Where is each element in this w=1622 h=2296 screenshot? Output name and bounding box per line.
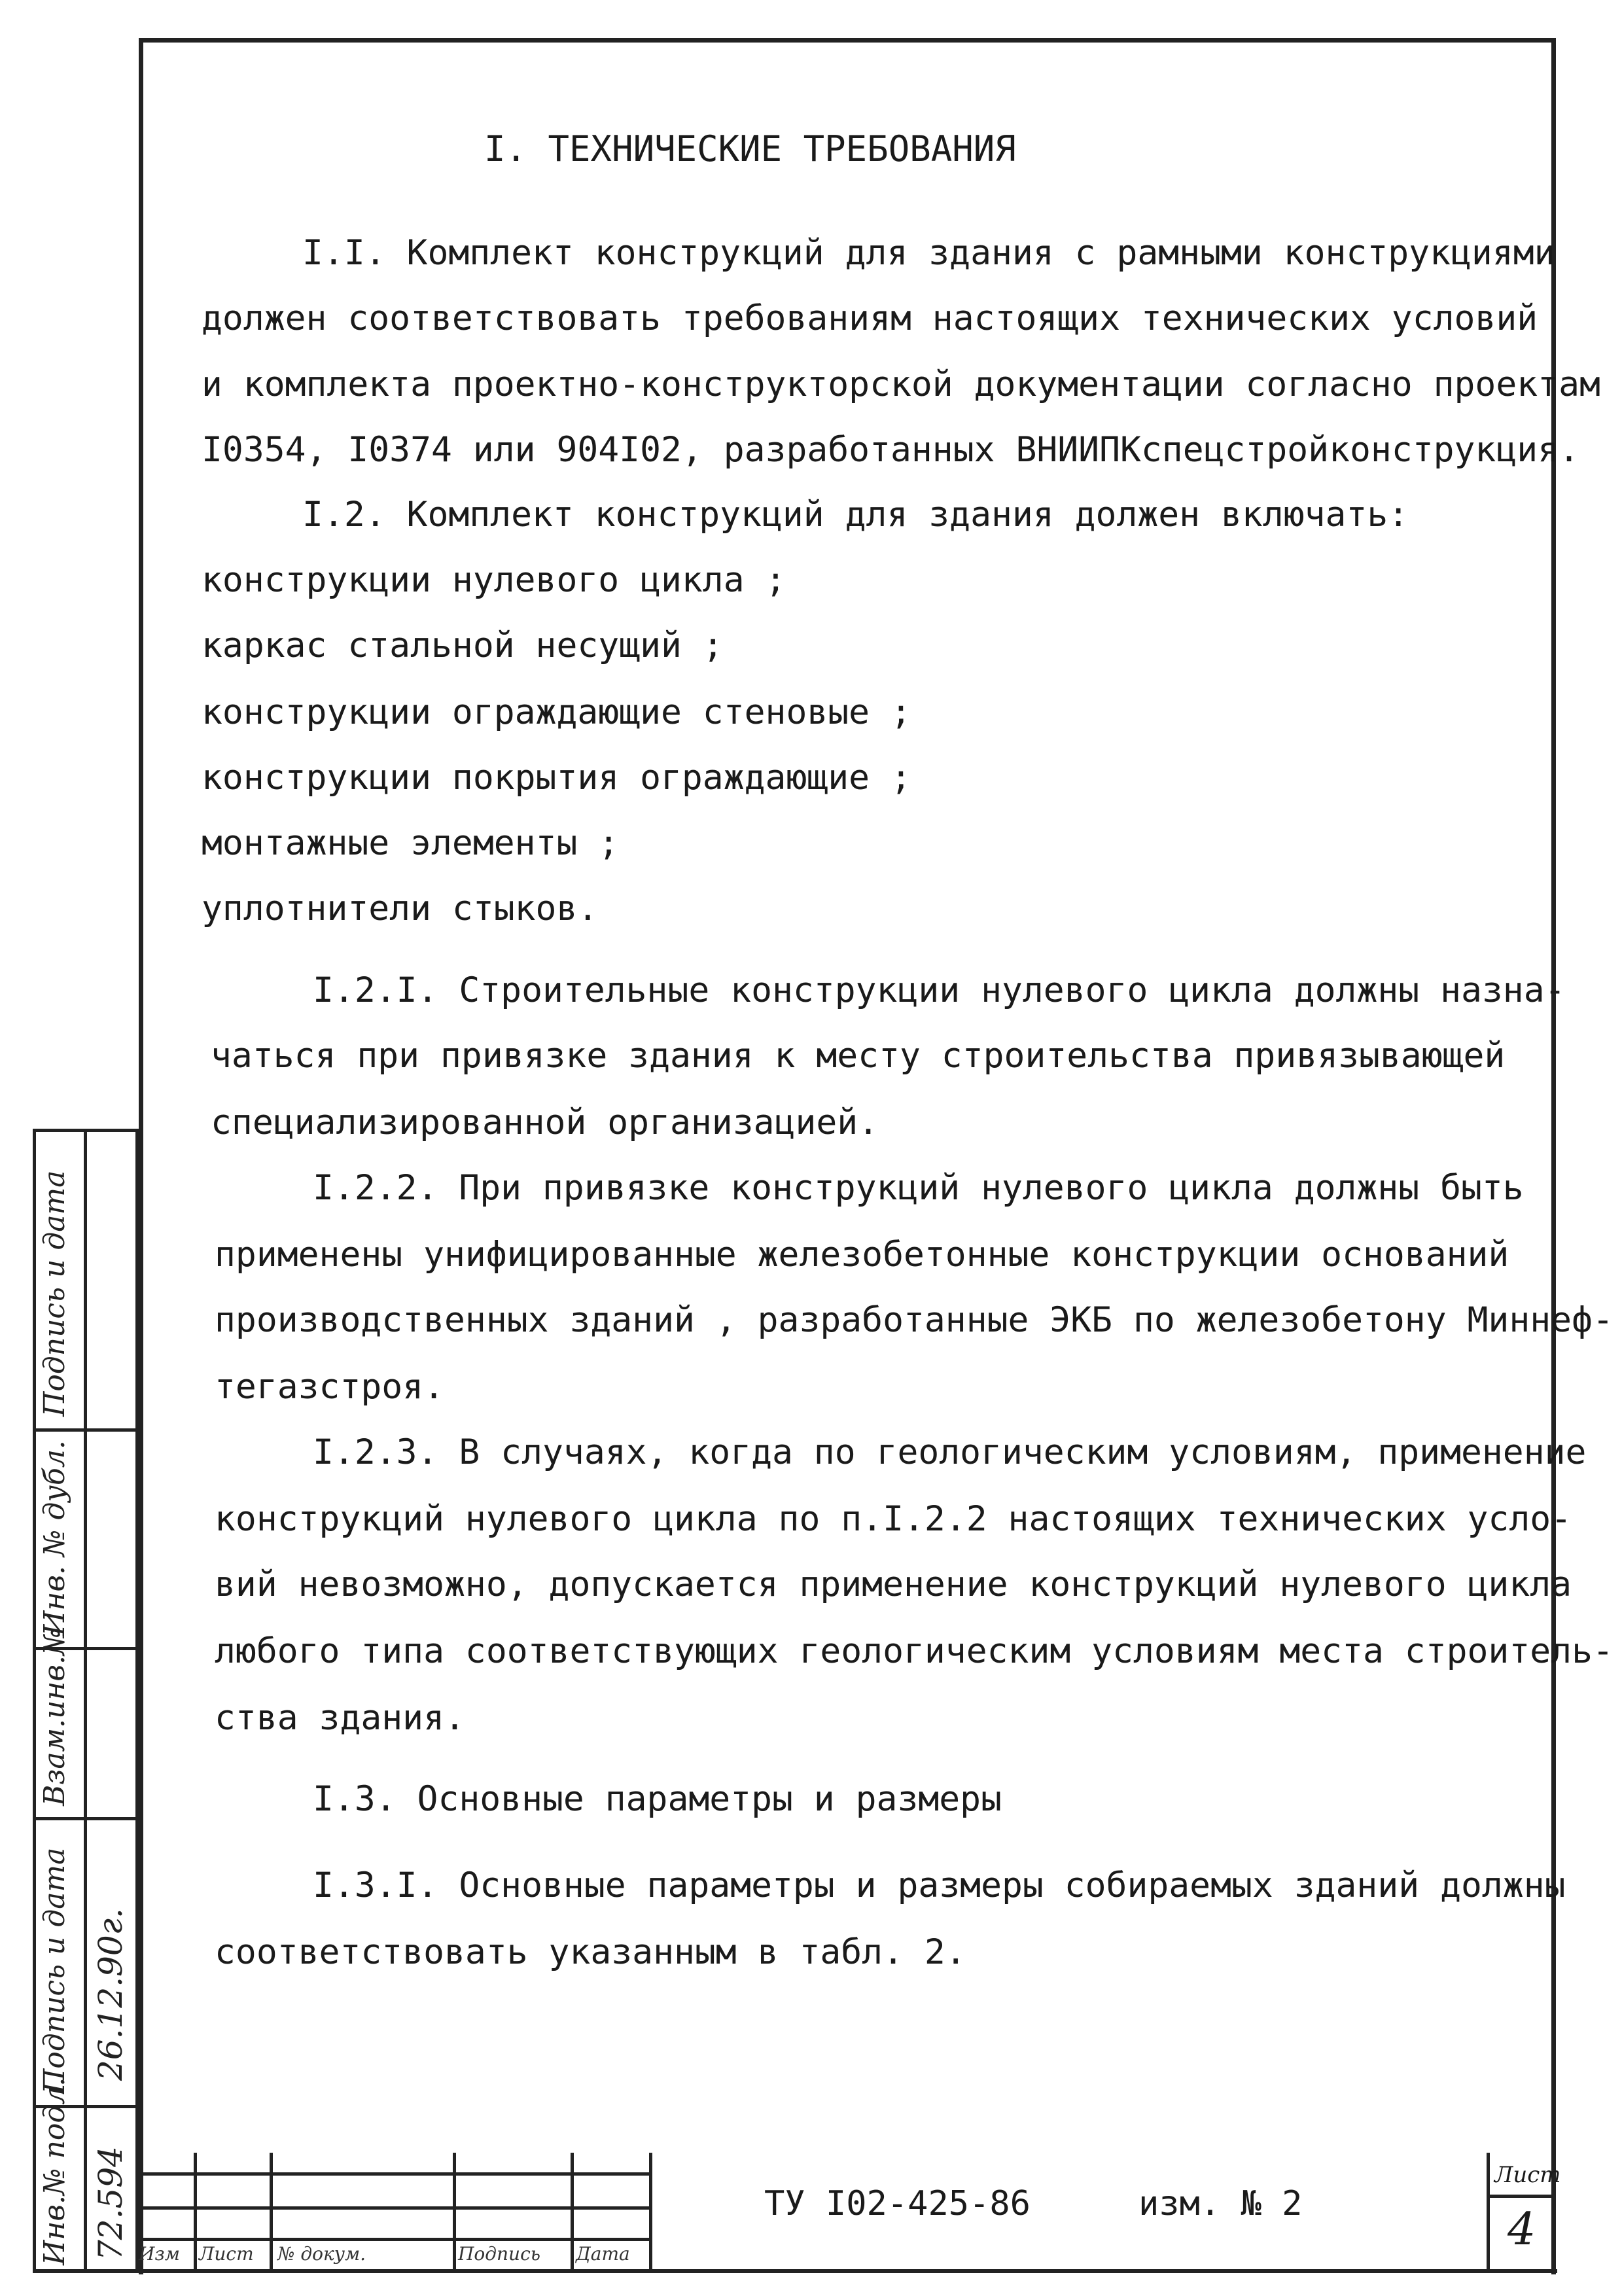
document-code: ТУ I02-425-86 [764,2184,1031,2223]
side-label-podpis-bottom: Подпись и дата [38,1847,71,2094]
side-label-vzam-inv: Взам.инв.№ [38,1628,71,1806]
paragraph-line: вий невозможно, допускается применение конструкций нулевого цикла [215,1564,1572,1604]
paragraph-line: тегазстроя. [215,1367,444,1407]
paragraph-line: производственных зданий , разработанные ЭКБ по железобетону Миннеф- [215,1300,1613,1340]
paragraph-line: I.3.I. Основные параметры и размеры собираемых зданий должны [313,1865,1566,1905]
paragraph-line: I.2.2. При привязке конструкций нулевого цикла должны быть [313,1168,1524,1208]
col-label-list: Лист [199,2243,254,2265]
title-block-hline [1487,2195,1556,2198]
paragraph-line: специализированной организацией. [211,1103,879,1142]
list-item: конструкции покрытия ограждающие ; [202,758,911,798]
paragraph-line: I.2.I. Строительные конструкции нулевого цикла должны назна- [313,970,1566,1010]
paragraph-line: соответствовать указанным в табл. 2. [215,1932,966,1972]
col-label-izm: Изм [139,2243,180,2265]
title-block-vline [453,2153,456,2270]
side-stamp-row-divider [33,1428,139,1432]
handwritten-inv-number: 72.594 [92,2146,130,2261]
paragraph-line: чаться при привязке здания к месту строительства привязывающей [211,1036,1506,1076]
paragraph-line: I.2.3. В случаях, когда по геологическим условиям, применение [313,1432,1587,1472]
subsection-heading: I.3. Основные параметры и размеры [313,1779,1002,1819]
side-stamp-divider [84,1129,87,2273]
paragraph-line: ства здания. [215,1698,465,1738]
paragraph-line: применены унифицированные железобетонные конструкции оснований [215,1235,1509,1275]
paragraph-line: и комплекта проектно-конструкторской документации согласно проектам [202,364,1600,404]
side-label-podpis-top: Подпись и дата [38,1170,71,1417]
title-block-vline [194,2153,197,2270]
list-item: монтажные элементы ; [202,823,620,863]
title-block-vline [270,2153,273,2270]
title-block-vline [1487,2153,1490,2270]
title-block-vline [571,2153,574,2270]
col-label-doc: № докум. [277,2243,366,2265]
col-label-data: Дата [576,2243,630,2265]
section-heading: I. ТЕХНИЧЕСКИЕ ТРЕБОВАНИЯ [484,128,1016,169]
sheet-label: Лист [1494,2162,1561,2188]
list-item: конструкции нулевого цикла ; [202,560,786,600]
sheet-number: 4 [1507,2204,1536,2255]
title-block-vline [649,2153,652,2270]
paragraph-line: I0354, I0374 или 904I02, разработанных ВНИИПКспецстройконструкция. [202,430,1579,470]
list-item: уплотнители стыков. [202,889,599,928]
side-label-inv-dubl: Инв. № дубл. [38,1440,71,1636]
side-stamp-row-divider [33,1817,139,1820]
side-label-inv-podl: Инв.№ подл. [38,2077,71,2265]
paragraph-line: должен соответствовать требованиям настоящих технических условий [202,298,1538,338]
paragraph-line: I.I. Комплект конструкций для здания с рамными конструкциями [302,233,1555,273]
col-label-podpis: Подпись [458,2243,541,2265]
handwritten-date: 26.12.90г. [92,1908,130,2081]
paragraph-line: конструкций нулевого цикла по п.I.2.2 настоящих технических усло- [215,1499,1572,1539]
list-item: каркас стальной несущий ; [202,626,724,665]
paragraph-line: I.2. Комплект конструкций для здания должен включать: [302,495,1409,535]
list-item: конструкции ограждающие стеновые ; [202,692,911,732]
revision-number: изм. № 2 [1138,2184,1303,2223]
paragraph-line: любого типа соответствующих геологическим условиям места строитель- [215,1631,1613,1671]
